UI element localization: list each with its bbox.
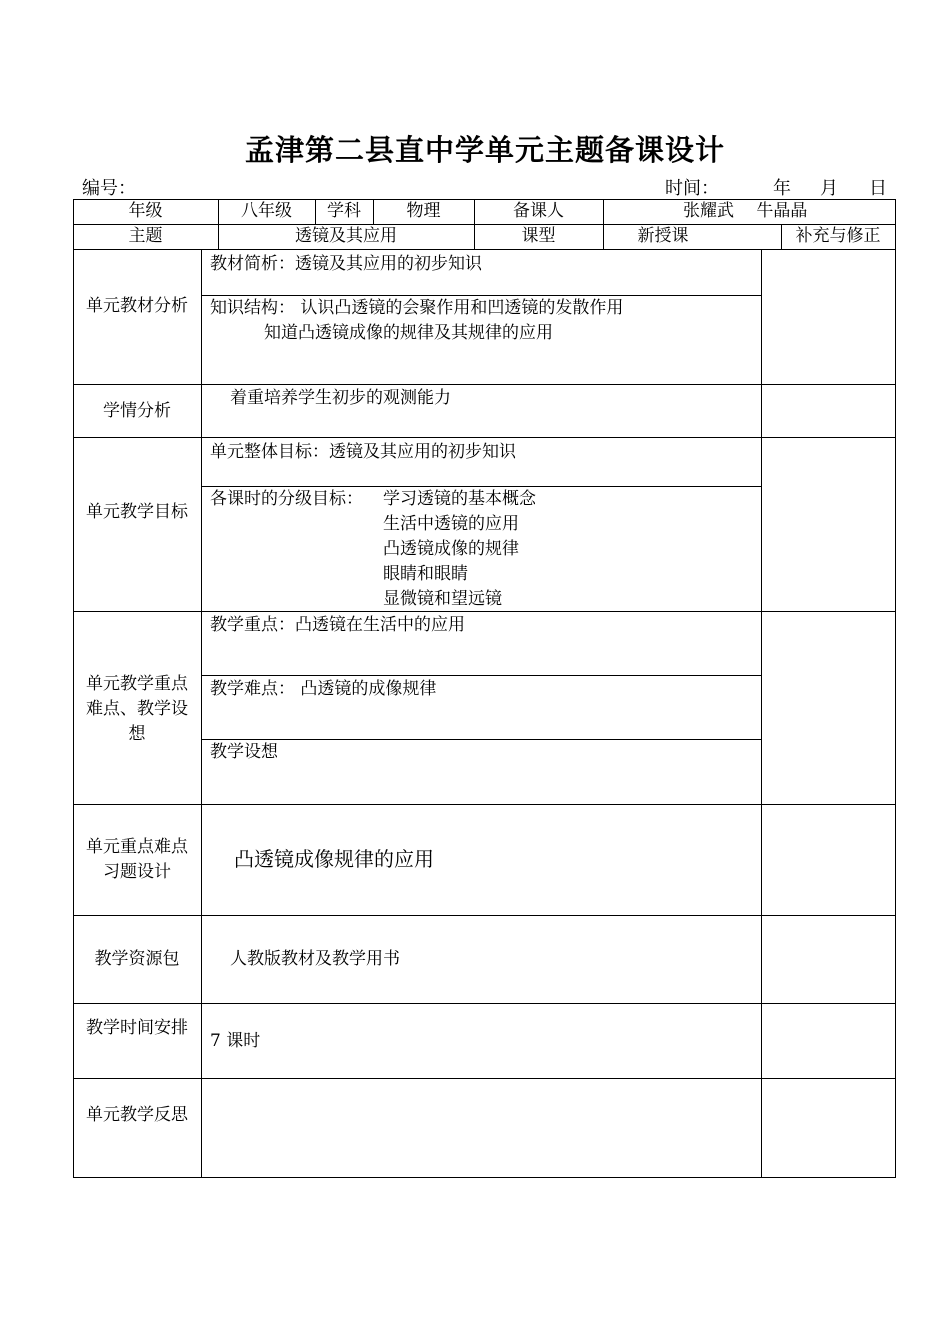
subject-label: 学科 [327, 201, 361, 221]
graded-goal-item: 生活中透镜的应用 [383, 514, 519, 534]
teaching-design: 教学设想 [210, 742, 278, 762]
student-analysis-content: 着重培养学生初步的观测能力 [230, 388, 451, 408]
lesson-type-value: 新授课 [637, 226, 689, 246]
number-label: 编号： [82, 178, 136, 199]
reflection-label: 单元教学反思 [86, 1105, 188, 1125]
time-label: 时间： [665, 178, 719, 199]
material-brief: 教材简析：透镜及其应用的初步知识 [210, 254, 482, 274]
teaching-key-point: 教学重点：凸透镜在生活中的应用 [210, 615, 465, 635]
exercises-label: 单元重点难点习题设计 [86, 837, 188, 882]
lesson-type-label: 课型 [521, 226, 556, 246]
schedule-content: 7 课时 [210, 1031, 261, 1051]
overall-goal: 单元整体目标：透镜及其应用的初步知识 [210, 442, 516, 462]
year-label: 年 [773, 178, 791, 199]
topic-label: 主题 [128, 226, 163, 246]
graded-goal-item: 显微镜和望远镜 [383, 589, 502, 609]
day-label: 日 [869, 178, 887, 199]
grade-value: 八年级 [241, 201, 292, 221]
student-analysis-label: 学情分析 [103, 401, 171, 421]
grade-label: 年级 [128, 201, 163, 221]
exercises-content: 凸透镜成像规律的应用 [234, 847, 434, 871]
graded-goal-item: 学习透镜的基本概念 [383, 489, 536, 509]
knowledge-structure-2: 知道凸透镜成像的规律及其规律的应用 [264, 323, 553, 343]
teaching-difficulty: 教学难点： 凸透镜的成像规律 [210, 679, 437, 699]
teaching-goals-label: 单元教学目标 [86, 502, 188, 522]
graded-goals-label: 各课时的分级目标： [210, 489, 363, 509]
schedule-label: 教学时间安排 [86, 1018, 188, 1038]
month-label: 月 [820, 178, 838, 199]
page-title: 孟津第二县直中学单元主题备课设计 [244, 133, 725, 167]
key-points-label: 单元教学重点难点、教学设想 [86, 674, 188, 744]
graded-goal-item: 眼睛和眼睛 [383, 564, 468, 584]
knowledge-structure-1: 知识结构： 认识凸透镜的会聚作用和凹透镜的发散作用 [210, 298, 624, 318]
subject-value: 物理 [406, 201, 441, 221]
supplement-label: 补充与修正 [795, 226, 881, 246]
resources-label: 教学资源包 [94, 949, 180, 969]
preparer-label: 备课人 [513, 201, 564, 221]
preparer-value: 张耀武 牛晶晶 [683, 201, 808, 221]
material-analysis-label: 单元教材分析 [86, 296, 188, 316]
graded-goal-item: 凸透镜成像的规律 [383, 539, 519, 559]
resources-content: 人教版教材及教学用书 [230, 949, 400, 969]
topic-value: 透镜及其应用 [295, 226, 397, 246]
